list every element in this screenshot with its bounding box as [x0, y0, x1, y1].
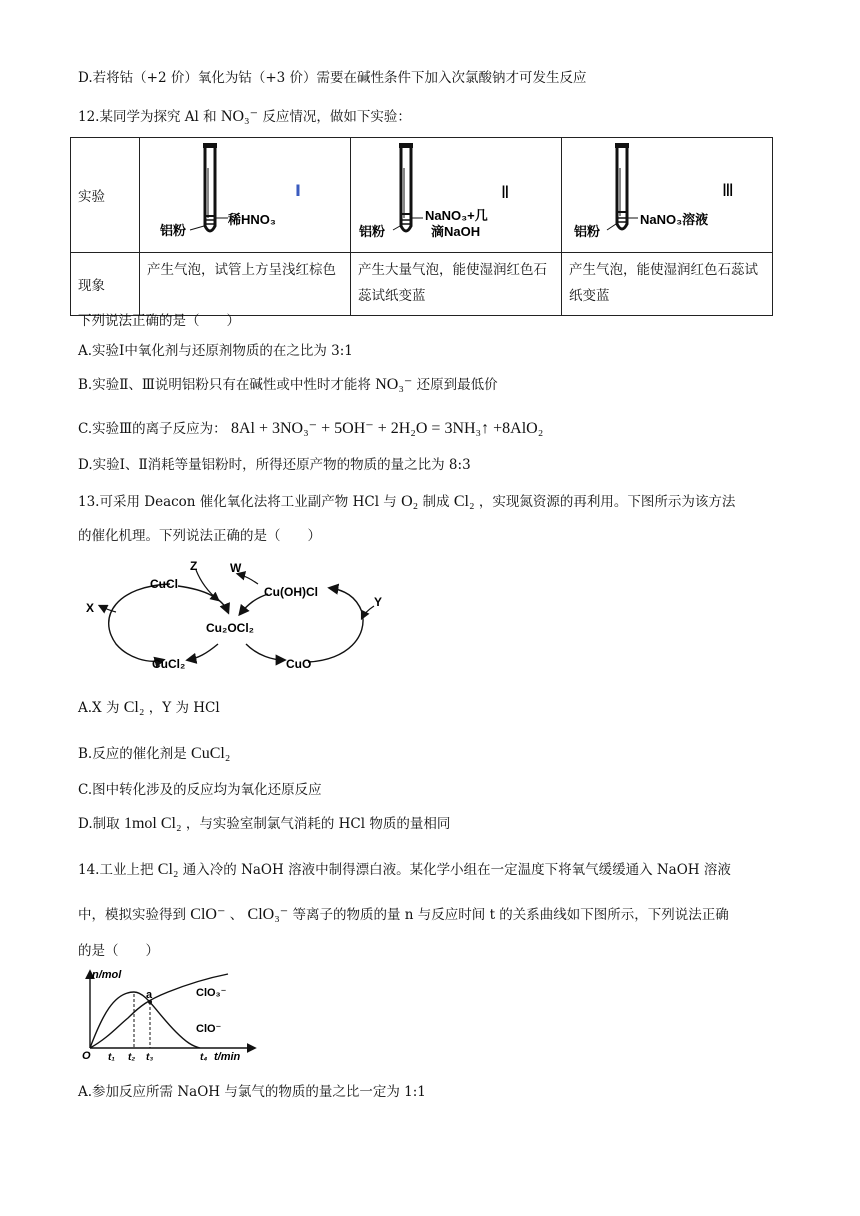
exp2-right-label-2: 滴NaOH — [431, 224, 481, 239]
q12-option-d: D.实验Ⅰ、Ⅱ消耗等量铝粉时，所得还原产物的物质的量之比为 8:3 — [78, 457, 471, 473]
graph-label-clo: ClO⁻ — [196, 1023, 222, 1035]
q12-option-c — [78, 419, 543, 439]
q12-option-c-equation: 8Al + 3NO₃⁻ + 5OH⁻ + 2H₂O = 3NH₃↑ +8AlO₂ — [230, 420, 544, 437]
row-label-experiment: 实验 — [71, 138, 140, 253]
exp2-roman: Ⅱ — [501, 183, 510, 202]
q13-option-d-cl2: 1mol Cl₂ — [123, 815, 182, 832]
table-row-experiment — [71, 138, 773, 253]
q13-option-c: C.图中转化涉及的反应均为氧化还原反应 — [78, 782, 322, 798]
cycle-w: W — [230, 561, 242, 575]
q13-option-d-text-a: D.制取 — [78, 816, 120, 832]
q14-stem — [78, 860, 731, 880]
q13-stem — [78, 492, 735, 512]
cycle-x: X — [86, 601, 95, 615]
exp2-right-label-1: NaNO₃+几 — [425, 208, 488, 223]
table-row-observation — [71, 253, 773, 316]
q13-stem-o2: O₂ — [401, 493, 419, 510]
exp3-observation: 产生气泡，能使湿润红色石蕊试纸变蓝 — [562, 253, 773, 316]
q13-option-a-text-b: ，Y 为 HCl — [148, 700, 220, 716]
q14-option-a: A.参加反应所需 NaOH 与氯气的物质的量之比一定为 1:1 — [78, 1084, 426, 1100]
graph-label-clo3: ClO₃⁻ — [196, 987, 227, 999]
test-tube-1-figure — [140, 138, 350, 248]
catalytic-cycle-diagram — [78, 556, 388, 680]
cycle-cu2ocl2: Cu₂OCl₂ — [206, 621, 254, 635]
cycle-z: Z — [190, 559, 198, 573]
q12-option-b — [78, 375, 498, 395]
exp1-roman: Ⅰ — [295, 183, 301, 200]
q13-stem-cl2: Cl₂ — [453, 493, 475, 510]
exp1-observation: 产生气泡，试管上方呈浅红棕色 — [140, 253, 351, 316]
q13-option-b-text: B.反应的催化剂是 — [78, 746, 187, 762]
q14-stem2-text-a: 中，模拟实验得到 — [78, 907, 186, 923]
experiment-table — [70, 137, 773, 316]
graph-tick-t2: t₂ — [128, 1052, 136, 1062]
q14-stem-cl2: Cl₂ — [157, 861, 179, 878]
q12-stem-text-a: 12.某同学为探究 Al 和 — [78, 109, 217, 125]
test-tube-1-icon — [203, 143, 217, 231]
cycle-cuohcl: Cu(OH)Cl — [264, 585, 318, 599]
test-tube-2-icon — [399, 143, 413, 231]
q13-stem-text-c: ，实现氮资源的再利用。下图所示为该方法 — [478, 494, 736, 510]
exp1-right-label: 稀HNO₃ — [228, 212, 276, 227]
q13-option-b — [78, 744, 230, 764]
graph-point-a: a — [146, 989, 153, 1001]
cycle-cucl: CuCl — [150, 577, 178, 591]
q14-stem2-text-c: 等离子的物质的量 n 与反应时间 t 的关系曲线如下图所示，下列说法正确 — [292, 907, 729, 923]
graph-xlabel: t/min — [214, 1051, 241, 1062]
q12-stem-no3: NO₃⁻ — [220, 108, 259, 125]
q13-stem-text-b: 制成 — [422, 494, 450, 510]
q13-option-b-cucl2: CuCl₂ — [191, 745, 231, 762]
exp2-left-label: 铝粉 — [359, 224, 386, 239]
exp3-right-label: NaNO₃溶液 — [640, 212, 709, 227]
test-tube-3-figure — [562, 138, 772, 248]
exp1-left-label: 铝粉 — [160, 223, 187, 238]
test-tube-3-icon — [615, 143, 629, 229]
experiment-3-cell — [562, 138, 773, 253]
exp2-observation: 产生大量气泡，能使湿润红色石蕊试纸变蓝 — [351, 253, 562, 316]
graph-tick-t1: t₁ — [108, 1052, 115, 1062]
q12-stem-text-c: 反应情况，做如下实验： — [262, 109, 411, 125]
exp3-left-label: 铝粉 — [574, 224, 601, 239]
q14-stem-line2 — [78, 905, 729, 925]
graph-tick-t4: t₄ — [200, 1052, 208, 1062]
row-label-observation: 现象 — [71, 253, 140, 316]
cycle-cuo: CuO — [286, 657, 312, 671]
q14-stem2-clo: ClO⁻ — [190, 906, 226, 923]
q12-option-b-no3: NO₃⁻ — [375, 376, 413, 393]
q12-option-c-text: C.实验Ⅲ的离子反应为： — [78, 421, 227, 437]
exp3-roman: Ⅲ — [722, 181, 734, 200]
q13-stem-line2: 的催化机理。下列说法正确的是（ ） — [78, 528, 321, 544]
q12-option-b-text-b: 还原到最低价 — [416, 377, 498, 393]
q13-option-a-text-a: A.X 为 — [78, 700, 120, 716]
cycle-cucl2: CuCl₂ — [152, 657, 186, 671]
q11-option-d: D.若将钴（+2 价）氧化为钴（+3 价）需要在碱性条件下加入次氯酸钠才可发生反应 — [78, 70, 587, 86]
experiment-1-cell — [140, 138, 351, 253]
graph-origin: O — [82, 1050, 91, 1062]
q13-stem-text-a: 13.可采用 Deacon 催化氧化法将工业副产物 HCl 与 — [78, 494, 397, 510]
n-t-graph — [78, 966, 258, 1062]
experiment-2-cell — [351, 138, 562, 253]
q14-stem2-text-b: 、 — [229, 907, 244, 923]
curve-clo — [90, 992, 200, 1048]
q13-option-a — [78, 698, 220, 718]
test-tube-2-figure — [351, 138, 561, 248]
curve-clo3 — [90, 974, 228, 1048]
graph-tick-t3: t₃ — [146, 1052, 154, 1062]
q12-option-b-text-a: B.实验Ⅱ、Ⅲ说明铝粉只有在碱性或中性时才能将 — [78, 377, 371, 393]
q14-stem-text-a: 14.工业上把 — [78, 862, 154, 878]
q12-stem — [78, 107, 411, 127]
graph-ylabel: n/mol — [92, 969, 122, 981]
q13-option-d — [78, 814, 450, 834]
q12-option-a: A.实验Ⅰ中氧化剂与还原剂物质的在之比为 3:1 — [78, 343, 353, 359]
cycle-y: Y — [374, 595, 383, 609]
q12-prompt: 下列说法正确的是（ ） — [78, 313, 240, 329]
q14-stem-line3: 的是（ ） — [78, 943, 159, 959]
q13-option-a-cl2: Cl₂ — [123, 699, 145, 716]
q14-stem-text-b: 通入冷的 NaOH 溶液中制得漂白液。某化学小组在一定温度下将氧气缓缓通入 NaOH 溶液 — [182, 862, 731, 878]
q13-option-d-text-b: ，与实验室制氯气消耗的 HCl 物质的量相同 — [185, 816, 451, 832]
q14-stem2-clo3: ClO₃⁻ — [247, 906, 289, 923]
